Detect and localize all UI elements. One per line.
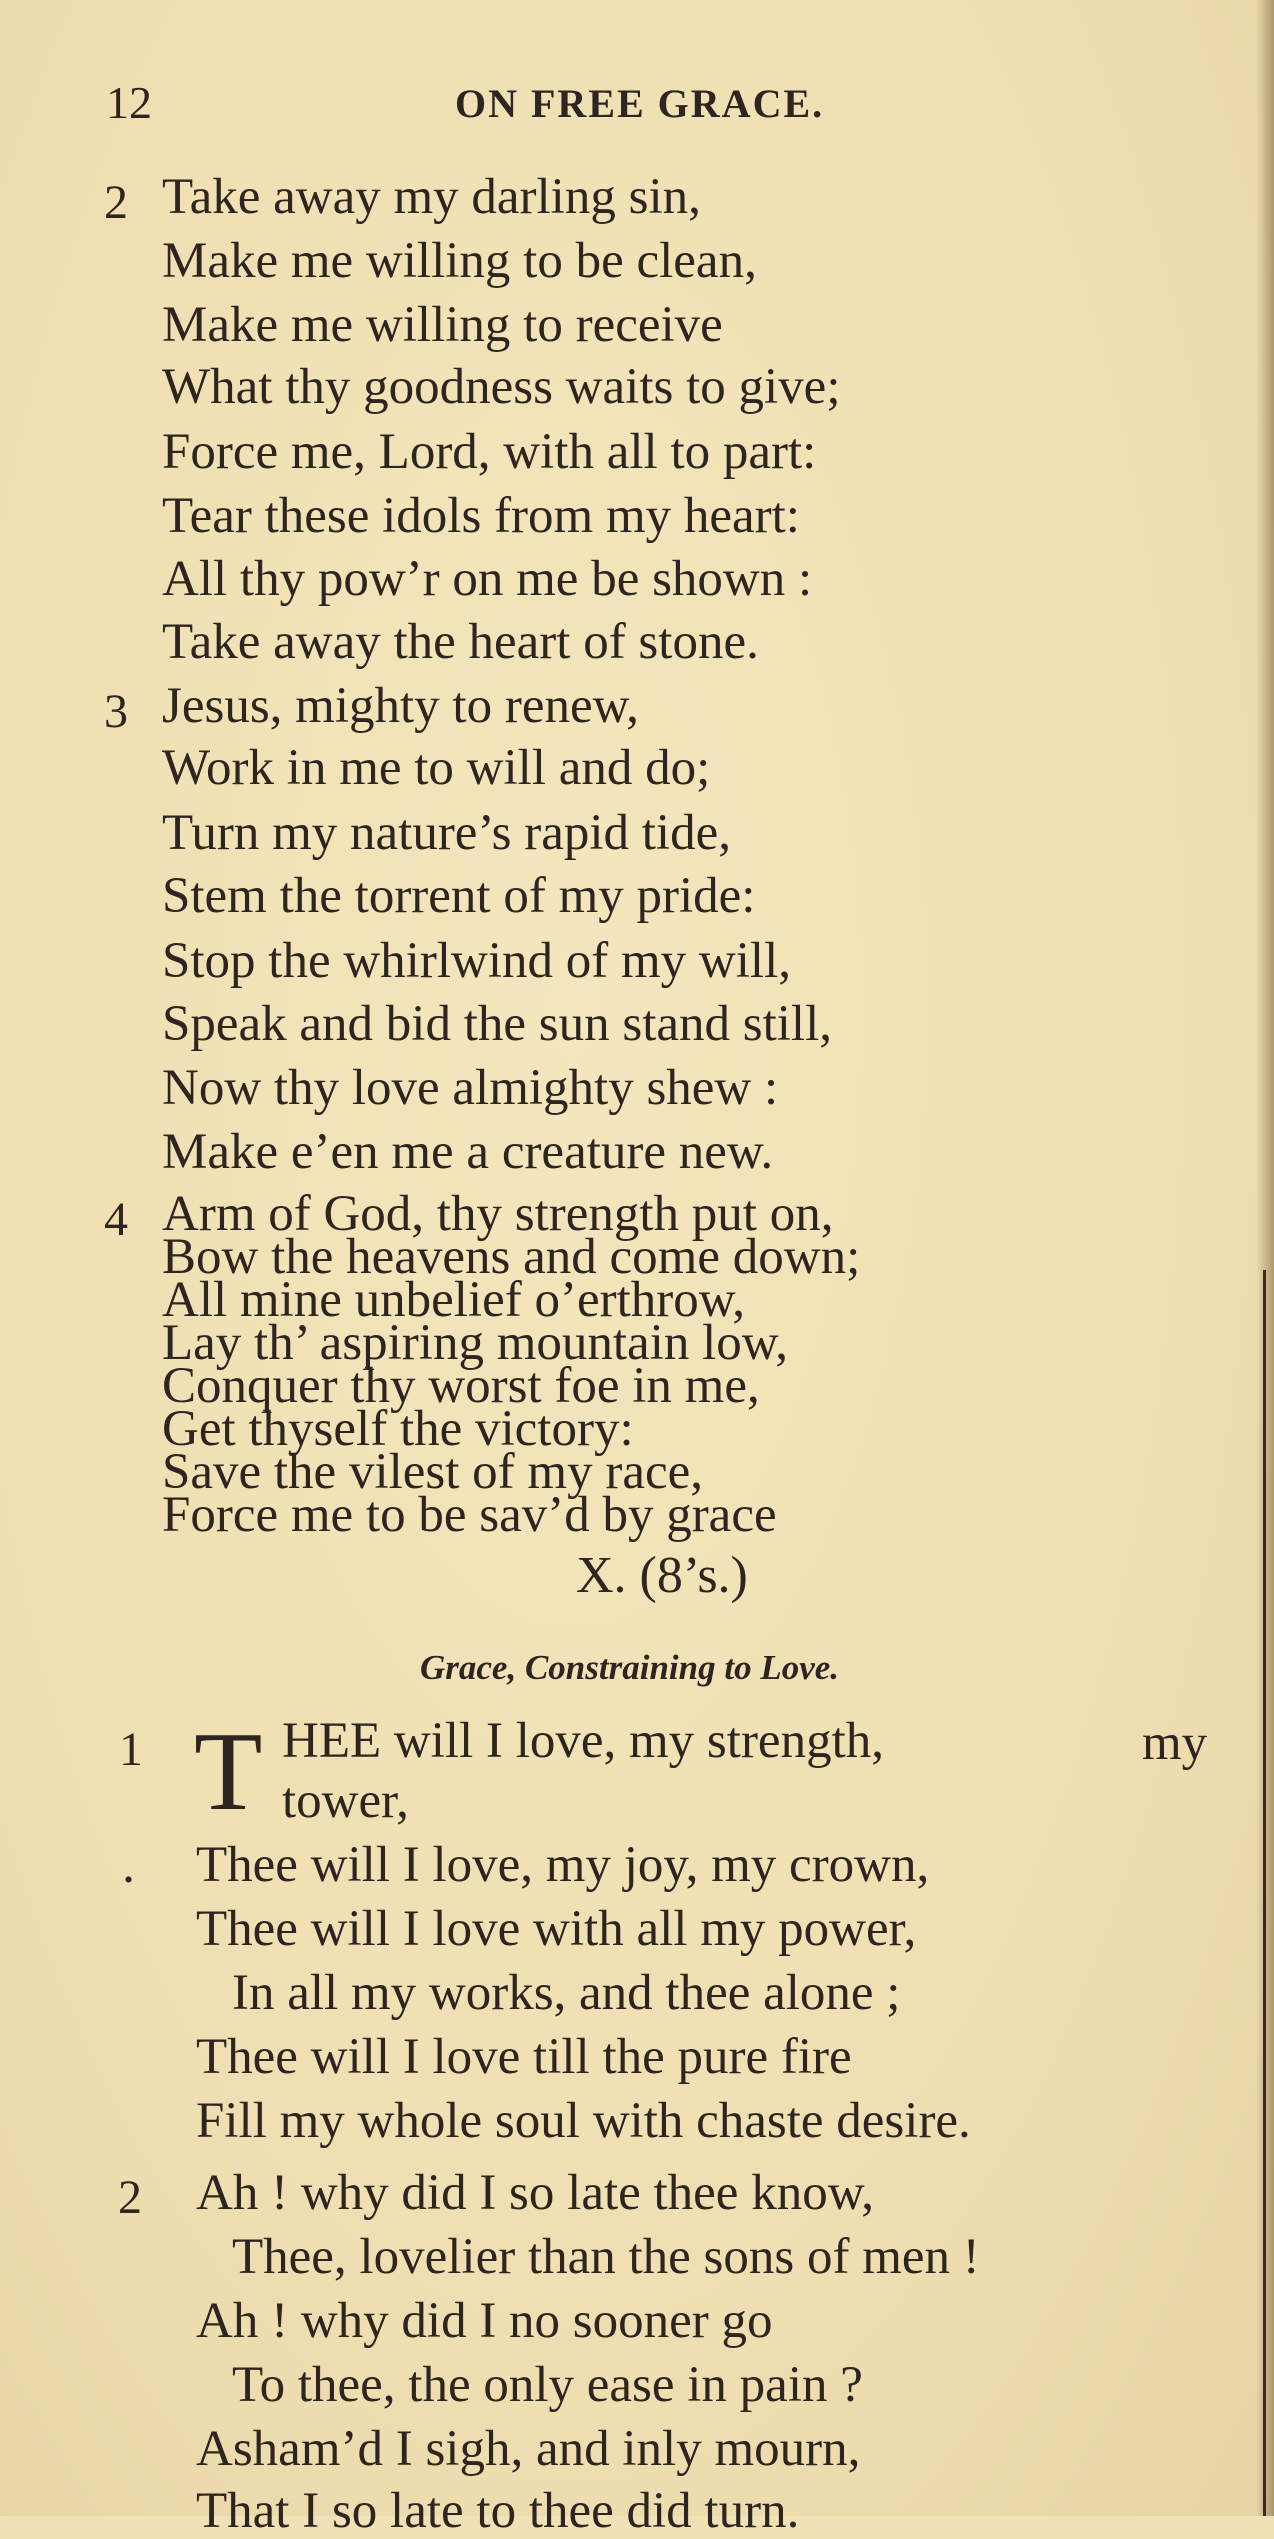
stanza-number: 2 bbox=[118, 2171, 142, 2224]
verse-line: HEE will I love, my strength, bbox=[282, 1713, 884, 1769]
verse-line: To thee, the only ease in pain ? bbox=[232, 2357, 863, 2413]
verse-line: That I so late to thee did turn. bbox=[196, 2483, 800, 2539]
verse-line: Thee will I love till the pure fire bbox=[196, 2029, 852, 2085]
stanza-number: 3 bbox=[104, 685, 128, 738]
verse-line: tower, bbox=[282, 1773, 409, 1829]
verse-line: Work in me to will and do; bbox=[162, 740, 711, 796]
verse-line: Stem the torrent of my pride: bbox=[162, 868, 756, 924]
hymn-number: X. (8’s.) bbox=[576, 1547, 748, 1604]
verse-line: Make me willing to receive bbox=[162, 297, 723, 353]
verse-line: Asham’d I sigh, and inly mourn, bbox=[196, 2421, 861, 2477]
verse-line: Make me willing to be clean, bbox=[162, 233, 757, 289]
verse-line: Thee will I love, my joy, my crown, bbox=[196, 1837, 930, 1893]
verse-line: Conquer thy worst foe in me, bbox=[162, 1358, 760, 1414]
drop-cap: T bbox=[194, 1710, 263, 1834]
verse-line: Tear these idols from my heart: bbox=[162, 488, 800, 544]
verse-line: Ah ! why did I so late thee know, bbox=[196, 2165, 874, 2221]
verse-line-overflow: my bbox=[1142, 1715, 1208, 1771]
verse-line: Ah ! why did I no sooner go bbox=[196, 2293, 773, 2349]
verse-line: Get thyself the victory: bbox=[162, 1401, 634, 1457]
verse-line: What thy goodness waits to give; bbox=[162, 359, 841, 415]
verse-line: Thee will I love with all my power, bbox=[196, 1901, 917, 1957]
stray-mark: . bbox=[122, 1837, 135, 1894]
verse-line: Thee, lovelier than the sons of men ! bbox=[232, 2229, 980, 2285]
verse-line: Fill my whole soul with chaste desire. bbox=[196, 2093, 971, 2149]
verse-line: Take away the heart of stone. bbox=[162, 614, 759, 670]
verse-line: Turn my nature’s rapid tide, bbox=[162, 805, 731, 861]
running-title: ON FREE GRACE. bbox=[455, 81, 825, 126]
verse-line: Save the vilest of my race, bbox=[162, 1444, 703, 1500]
verse-line: Lay th’ aspiring mountain low, bbox=[162, 1315, 789, 1371]
verse-line: Jesus, mighty to renew, bbox=[162, 678, 639, 734]
verse-line: Make e’en me a creature new. bbox=[162, 1124, 774, 1180]
verse-line: Bow the heavens and come down; bbox=[162, 1229, 861, 1285]
verse-line: Force me to be sav’d by grace bbox=[162, 1487, 777, 1543]
stanza-number: 2 bbox=[104, 176, 128, 229]
verse-line: All mine unbelief o’erthrow, bbox=[162, 1272, 746, 1328]
hymn-subtitle: Grace, Constraining to Love. bbox=[420, 1648, 840, 1687]
verse-line: Speak and bid the sun stand still, bbox=[162, 996, 833, 1052]
verse-line: Stop the whirlwind of my will, bbox=[162, 933, 791, 989]
verse-line: Force me, Lord, with all to part: bbox=[162, 424, 817, 480]
verse-line: Now thy love almighty shew : bbox=[162, 1060, 779, 1116]
binding-edge bbox=[1263, 1270, 1266, 2516]
page-number: 12 bbox=[106, 77, 152, 128]
stanza-number: 1 bbox=[119, 1723, 143, 1776]
verse-line: In all my works, and thee alone ; bbox=[232, 1965, 901, 2021]
verse-line: Arm of God, thy strength put on, bbox=[162, 1186, 834, 1242]
verse-line: Take away my darling sin, bbox=[162, 169, 701, 225]
verse-line: All thy pow’r on me be shown : bbox=[162, 551, 813, 607]
stanza-number: 4 bbox=[104, 1193, 128, 1246]
